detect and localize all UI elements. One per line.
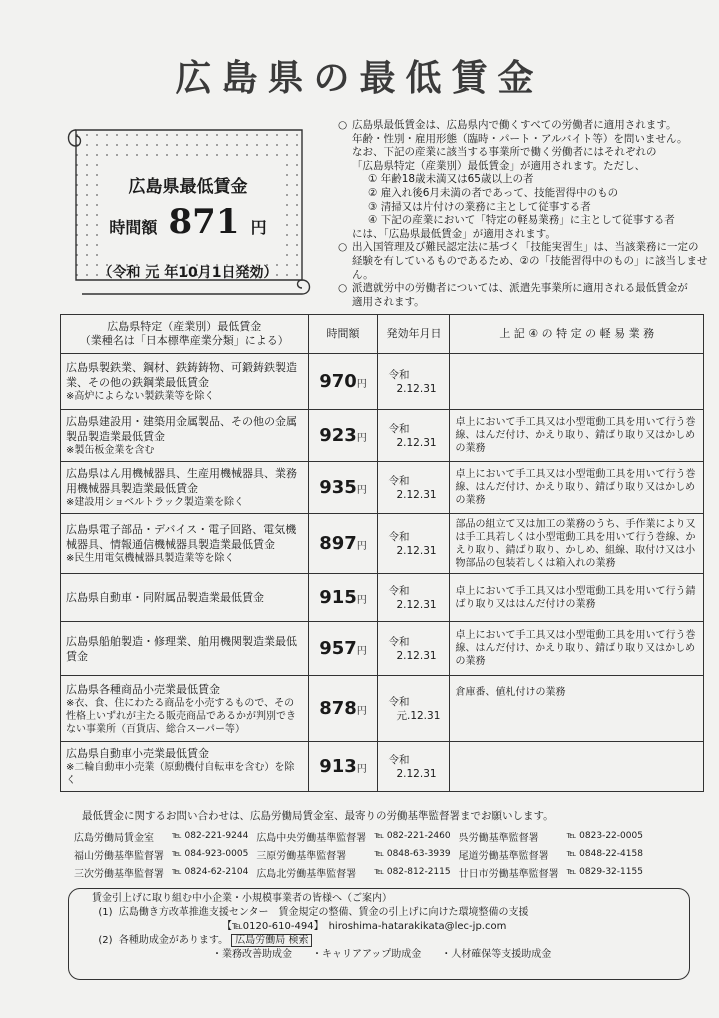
note-line: なお、下記の産業に該当する事業所で働く労働者にはそれぞれの <box>352 146 657 159</box>
table-row <box>61 622 704 676</box>
contact-intro: 最低賃金に関するお問い合わせは、広島労働局賃金室、最寄りの労働基準監督署までお願いします。 <box>82 810 554 822</box>
wage-table <box>60 314 704 792</box>
office-row <box>70 845 647 863</box>
industry-cell: 広島県建設用・建築用金属製品、その他の金属製品製造業最低賃金 ※製缶板金業を含む <box>61 410 309 462</box>
support-text <box>92 892 692 962</box>
wage-cell: 970円 <box>308 354 378 410</box>
office-row <box>70 827 647 845</box>
industry-cell: 広島県自動車小売業最低賃金 ※二輪自動車小売業（原動機付自転車を含む）を除く <box>61 742 309 792</box>
office-tel: ℡ 084-923-0005 <box>172 849 249 859</box>
note-line: 適用されます。 <box>352 295 425 308</box>
note-line: には、「広島県最低賃金」が適用されます。 <box>352 227 556 240</box>
note-line: ④ 下記の産業において「特定の軽易業務」に主として従事する者 <box>368 214 675 227</box>
date-cell: 令和 元.12.31 <box>378 676 450 742</box>
grants-list: ・業務改善助成金 ・キャリアアップ助成金 ・人材確保等支援助成金 <box>212 949 552 960</box>
industry-cell: 広島県船舶製造・修理業、舶用機関製造業最低賃金 <box>61 622 309 676</box>
rate-unit: 円 <box>250 218 267 237</box>
header-tasks: 上 記 ④ の 特 定 の 軽 易 業 務 <box>450 315 704 354</box>
date-cell: 令和 2.12.31 <box>378 742 450 792</box>
note-line: 「広島県特定（産業別）最低賃金」が適用されます。ただし、 <box>352 159 646 172</box>
note-line: 年齢・性別・雇用形態（臨時・パート・アルバイト等）を問いません。 <box>352 132 688 145</box>
tasks-cell: 卓上において手工具又は小型電動工具を用いて行う錆ばり取り又ははんだ付けの業務 <box>450 574 704 622</box>
office-name: 福山労働基準監督署 <box>74 850 164 862</box>
wage-cell: 957円 <box>308 622 378 676</box>
note-line: ○ 広島県最低賃金は、広島県内で働くすべての労働者に適用されます。 <box>338 119 677 131</box>
office-name: 広島労働局賃金室 <box>74 832 154 844</box>
support-item-1-contact: 【℡0120-610-494】 hiroshima-hatarakikata@lec-jp.com <box>222 921 507 932</box>
rate-value: 871 <box>168 202 240 242</box>
scroll-heading: 広島県最低賃金 <box>128 177 248 197</box>
industry-cell: 広島県はん用機械器具、生産用機械器具、業務用機械器具製造業最低賃金 ※建設用ショベルトラック製造業を除く <box>61 462 309 514</box>
office-tel: ℡ 082-812-2115 <box>374 867 451 877</box>
office-directory <box>70 827 647 881</box>
note-line: ① 年齢18歳未満又は65歳以上の者 <box>368 173 534 186</box>
note-line: ② 雇入れ後6月未満の者であって、技能習得中のもの <box>368 186 619 199</box>
page-title: 広島県の最低賃金 <box>175 58 544 99</box>
office-tel: ℡ 0848-22-4158 <box>566 849 643 859</box>
industry-cell: 広島県製鉄業、鋼材、鉄鋳鋳物、可鍛鋳鉄製造業、その他の鉄鋼業最低賃金 ※高炉によらない製鉄業等を除く <box>61 354 309 410</box>
date-cell: 令和 2.12.31 <box>378 354 450 410</box>
date-cell: 令和 2.12.31 <box>378 462 450 514</box>
tasks-cell: 部品の組立て又は加工の業務のうち、手作業により又は手工具若しくは小型電動工具を用いて行う巻線、かえり取り、錆ばり取り、かしめ、組線、取付け又は小物部品の包装若しくは箱入れの業務 <box>450 514 704 574</box>
office-tel: ℡ 082-221-2460 <box>374 831 451 841</box>
office-tel: ℡ 0824-62-2104 <box>172 867 249 877</box>
scroll-rate <box>62 202 314 242</box>
industry-cell: 広島県自動車・同附属品製造業最低賃金 <box>61 574 309 622</box>
table-row <box>61 676 704 742</box>
search-keyword-box: 広島労働局 検索 <box>231 934 312 947</box>
table-row <box>61 410 704 462</box>
support-item-1: (1) 広島働き方改革推進支援センター 賃金規定の整備、賃金の引上げに向けた環境整備の支援 <box>98 907 529 918</box>
rate-label: 時間額 <box>109 218 158 237</box>
office-tel: ℡ 0823-22-0005 <box>566 831 643 841</box>
office-name: 広島北労働基準監督署 <box>256 868 357 880</box>
industry-cell: 広島県各種商品小売業最低賃金 ※衣、食、住にわたる商品を小売するもので、その性格上いずれが主たる販売商品であるかが判別できない事業所（百貨店、総合スーパー等） <box>61 676 309 742</box>
header-wage: 時間額 <box>308 315 378 354</box>
wage-cell: 878円 <box>308 676 378 742</box>
header-date: 発効年月日 <box>378 315 450 354</box>
tasks-cell: 卓上において手工具又は小型電動工具を用いて行う巻線、はんだ付け、かえり取り、錆ばり取り又はかしめの業務 <box>450 462 704 514</box>
wage-cell: 935円 <box>308 462 378 514</box>
note-line: ○ 派遣就労中の労働者については、派遣先事業所に適用される最低賃金が <box>338 282 688 295</box>
note-line: 経験を有しているものであるため、②の「技能習得中のもの」に該当しません。 <box>352 254 708 281</box>
office-row <box>70 863 647 881</box>
table-header-row <box>61 315 704 354</box>
support-item-2: (2) 各種助成金があります。 広島労働局 検索 <box>92 934 692 948</box>
date-cell: 令和 2.12.31 <box>378 514 450 574</box>
wage-cell: 913円 <box>308 742 378 792</box>
tasks-cell: 倉庫番、値札付けの業務 <box>450 676 704 742</box>
note-line: ○ 出入国管理及び難民認定法に基づく「技能実習生」は、当該業務に一定の <box>338 241 699 254</box>
office-name: 広島中央労働基準監督署 <box>256 832 367 844</box>
office-name: 廿日市労働基準監督署 <box>458 868 559 880</box>
circle-bullet-icon: ○ <box>338 241 348 254</box>
table-row <box>61 354 704 410</box>
tasks-cell: 卓上において手工具又は小型電動工具を用いて行う巻線、はんだ付け、かえり取り、錆ばり取り又はかしめの業務 <box>450 410 704 462</box>
date-cell: 令和 2.12.31 <box>378 622 450 676</box>
office-tel: ℡ 0848-63-3939 <box>374 849 451 859</box>
table-row <box>61 742 704 792</box>
effective-date: （令和 元 年10月1日発効） <box>98 265 278 281</box>
table-row <box>61 462 704 514</box>
support-heading: 賃金引上げに取り組む中小企業・小規模事業者の皆様へ（ご案内） <box>92 893 392 904</box>
wage-cell: 915円 <box>308 574 378 622</box>
industry-cell: 広島県電子部品・デバイス・電子回路、電気機械器具、情報通信機械器具製造業最低賃金 ※民生用電気機械器具製造業等を除く <box>61 514 309 574</box>
wage-cell: 923円 <box>308 410 378 462</box>
tasks-cell <box>450 354 704 410</box>
table-row <box>61 514 704 574</box>
tasks-cell: 卓上において手工具又は小型電動工具を用いて行う巻線、はんだ付け、かえり取り、錆ばり取り又はかしめの業務 <box>450 622 704 676</box>
office-name: 三原労働基準監督署 <box>256 850 347 862</box>
office-name: 三次労働基準監督署 <box>74 868 164 880</box>
wage-cell: 897円 <box>308 514 378 574</box>
date-cell: 令和 2.12.31 <box>378 574 450 622</box>
office-name: 尾道労働基準監督署 <box>458 850 549 862</box>
table-row <box>61 574 704 622</box>
circle-bullet-icon: ○ <box>338 119 348 131</box>
circle-bullet-icon: ○ <box>338 282 348 295</box>
note-line: ③ 清掃又は片付けの業務に主として従事する者 <box>368 200 591 213</box>
tasks-cell <box>450 742 704 792</box>
office-name: 呉労働基準監督署 <box>458 832 539 844</box>
intro-notes <box>338 119 708 309</box>
office-tel: ℡ 082-221-9244 <box>172 831 249 841</box>
header-industry: 広島県特定（産業別）最低賃金 （業種名は「日本標準産業分類」による） <box>61 315 309 354</box>
date-cell: 令和 2.12.31 <box>378 410 450 462</box>
office-tel: ℡ 0829-32-1155 <box>566 867 643 877</box>
